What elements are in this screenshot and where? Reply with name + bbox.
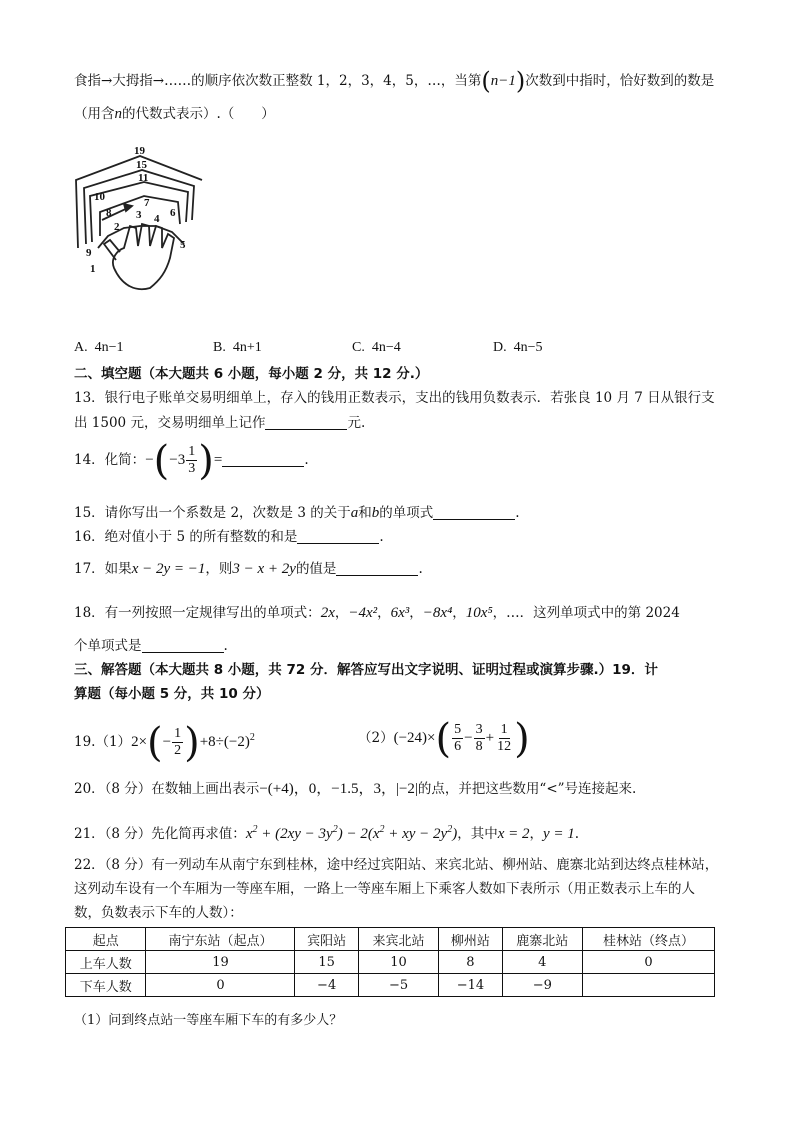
fig-label-19: 19 [134,145,145,157]
q14-fraction: $\frac{1}{3}$ [188,444,196,476]
q14-answer-blank[interactable] [222,452,304,467]
q13-answer-blank[interactable] [265,415,347,430]
q22-line3: 数，负数表示下车的人数）： [74,905,243,921]
q18-line1: 18．有一列按照一定规律写出的单项式：2x，−4x²，6x³，−8x⁴，10x⁵，…．这列单项式中的第 2024 [74,605,680,621]
q12-line1: 食指→大拇指→……的顺序依次数正整数 1，2，3，4，5，…，当第(n−1)次数到中指时，恰好数到的数是 [74,67,715,95]
q19-part2: （2）(−24)×( $\frac{5}{6}$ − $\frac{3}{8}$ + $\frac{1}{12}$ ) [358,716,530,762]
hand-counting-figure [70,140,220,300]
q13-line1: 13．银行电子账单交易明细单上，存入的钱用正数表示，支出的钱用负数表示．若张良 10 月 7 日从银行支 [74,390,715,406]
q22-passenger-table [65,927,715,997]
fig-label-2: 2 [114,221,120,233]
fig-label-9: 9 [86,247,92,259]
q15: 15．请你写出一个系数是 2，次数是 3 的关于a和b的单项式 . [74,505,520,521]
option-d[interactable]: D. 4n−5 [493,340,543,355]
q16-answer-blank[interactable] [297,529,379,544]
section3-heading-line1: 三、解答题（本大题共 8 小题，共 72 分．解答应写出文字说明、证明过程或演算步骤.）19．计 [74,662,658,678]
q17-answer-blank[interactable] [336,561,418,576]
q22-sub1: （1）问到终点站一等座车厢下车的有多少人？ [74,1013,343,1028]
q14: 14．化简：−(−3 $\frac{1}{3}$ )= . [74,438,309,484]
q12-line2: （用含n的代数式表示）.（ ） [74,106,275,122]
fig-label-4: 4 [154,213,160,225]
section3-heading-line2: 算题（每小题 5 分，共 10 分） [74,686,270,702]
q17: 17．如果x − 2y = −1，则3 − x + 2y的值是 . [74,561,423,577]
table-row: 上车人数 19 15 10 8 4 0 [66,951,715,974]
fig-label-6: 6 [170,207,176,219]
section2-heading: 二、填空题（本大题共 6 小题，每小题 2 分，共 12 分.） [74,366,429,382]
option-c[interactable]: C. 4n−4 [352,340,401,355]
table-row: 下车人数 0 −4 −5 −14 −9 [66,974,715,997]
q19-part1: 19.（1）2×(− $\frac{1}{2}$ )$+8\div(-2)^2$ [74,720,255,766]
fig-label-11: 11 [138,172,149,184]
fig-label-15: 15 [136,159,147,171]
q16: 16．绝对值小于 5 的所有整数的和是 . [74,529,384,545]
fig-label-10: 10 [94,191,105,203]
fig-label-3: 3 [136,209,142,221]
q21: 21．（8 分）先化简再求值：$x^2 + (2xy - 3y^2) - 2(x^2$ + xy − $2y^2$)，其中x = 2，y = 1. [74,824,580,842]
q20: 20．（8 分）在数轴上画出表示−(+4)，0，−1.5，3，|−2|的点，并把这些数用“<”号连接起来. [74,781,637,797]
q13-line2: 出 1500 元，交易明细单上记作 元. [74,415,366,431]
fig-label-5: 5 [180,239,186,251]
table-header-row: 起点 南宁东站（起点） 宾阳站 来宾北站 柳州站 鹿寨北站 桂林站（终点） [66,928,715,951]
fig-label-8: 8 [106,207,112,219]
fig-label-1: 1 [90,263,96,275]
q22-line2: 这列动车设有一个车厢为一等座车厢，一路上一等座车厢上下乘客人数如下表所示（用正数表示上车的人 [74,881,695,897]
q18-answer-blank[interactable] [142,638,224,653]
option-b[interactable]: B. 4n+1 [213,340,262,355]
q22-line1: 22．（8 分）有一列动车从南宁东到桂林，途中经过宾阳站、来宾北站、柳州站、鹿寨北站到达终点桂林站， [74,857,719,873]
option-a[interactable]: A. 4n−1 [74,340,124,355]
q15-answer-blank[interactable] [433,505,515,520]
q18-line2: 个单项式是 . [74,638,228,654]
fig-label-7: 7 [144,197,150,209]
